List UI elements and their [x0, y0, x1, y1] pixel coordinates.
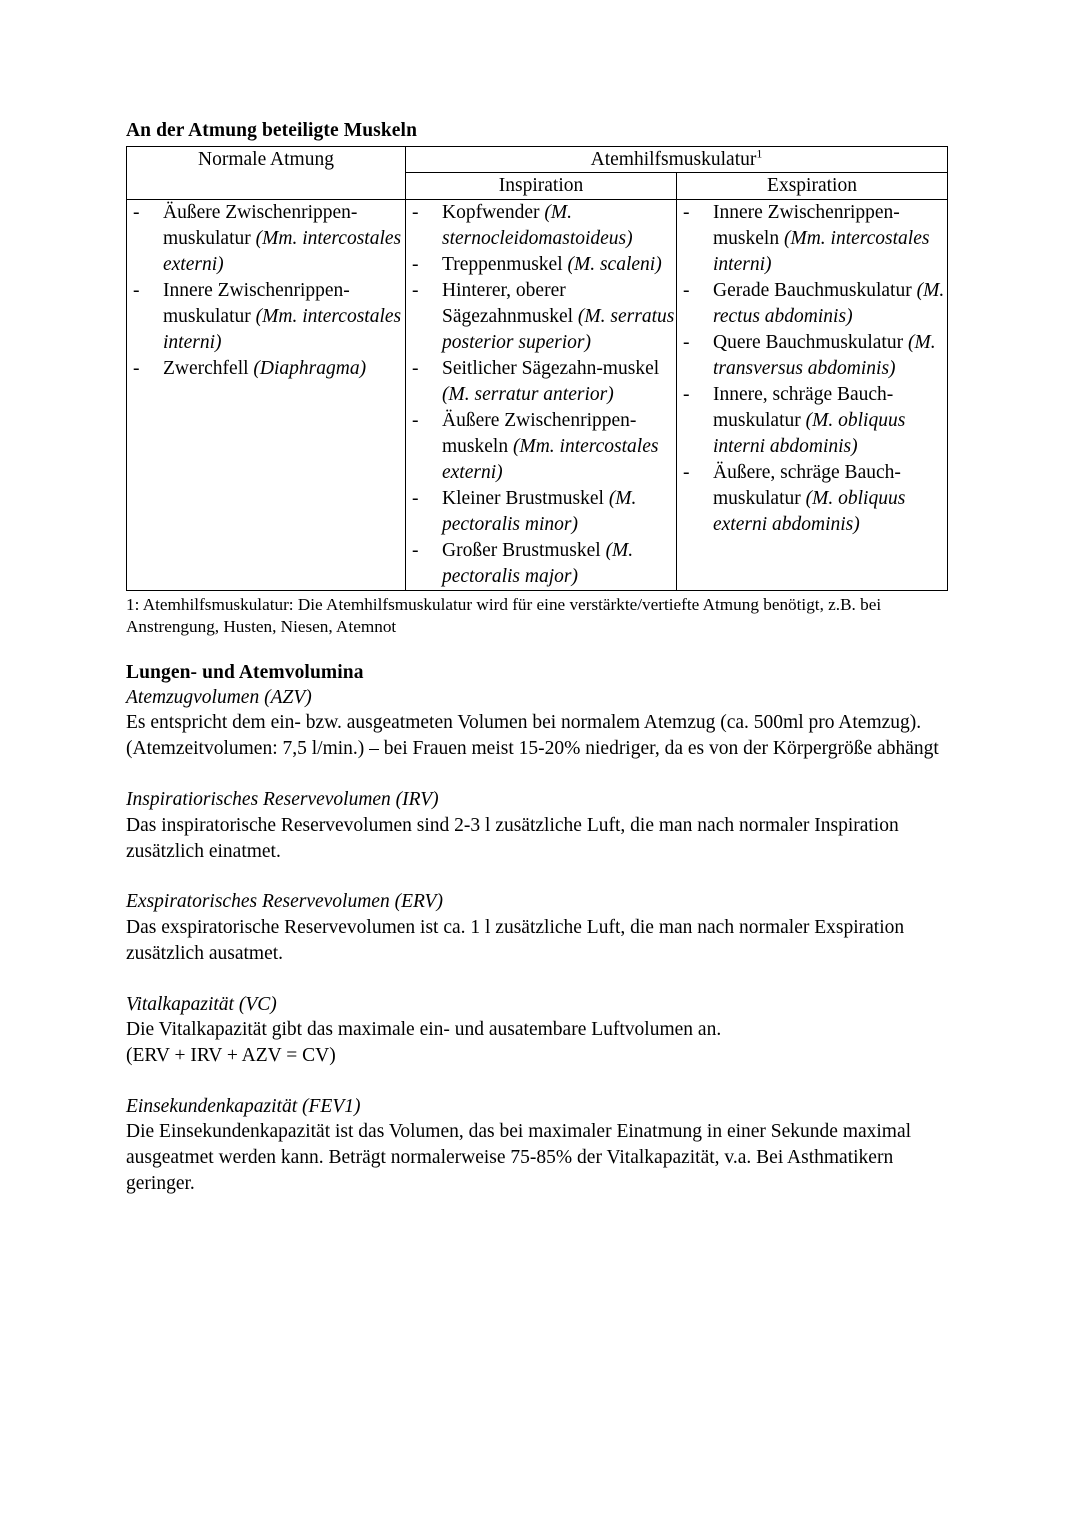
- muscle-name-latin: (M. pectoralis major): [442, 539, 634, 587]
- list-item: [406, 356, 676, 408]
- list-item: [677, 382, 947, 460]
- cell-inspiration: [406, 199, 677, 590]
- muscle-name-german: Innere Zwischenrippen-muskulatur: [163, 279, 350, 327]
- muscle-name-german: Äußere Zwischenrippen-muskulatur: [163, 201, 358, 249]
- muscle-name-latin: (M. pectoralis minor): [442, 487, 637, 535]
- list-item: [127, 200, 405, 278]
- muscle-name-german: Seitlicher Sägezahn-muskel: [442, 357, 660, 379]
- page-title: An der Atmung beteiligte Muskeln: [126, 120, 418, 141]
- volume-entry-body: (ERV + IRV + AZV = CV): [126, 1044, 336, 1066]
- list-item: [406, 252, 676, 278]
- muscle-name-latin: (Mm. intercostales externi): [442, 435, 659, 483]
- paragraph-spacer: [126, 762, 960, 787]
- paragraph-spacer: [126, 864, 960, 889]
- list-item: [127, 356, 405, 382]
- paragraph-spacer: [126, 1069, 960, 1094]
- header-atemhilfsmuskulatur-label: Atemhilfsmuskulatur: [590, 148, 757, 170]
- header-inspiration: Inspiration: [406, 173, 677, 199]
- muscle-name-latin: (M. serratur anterior): [442, 383, 614, 405]
- muscle-name-german: Innere, schräge Bauch-muskulatur: [713, 383, 894, 431]
- list-exspiration: [677, 200, 947, 538]
- volume-entry-body: Das exspiratorische Reservevolumen ist ca. 1 l zusätzliche Luft, die man nach normaler Exspiration zusätzlich ausatmet.: [126, 916, 905, 964]
- muscle-name-german: Äußere, schräge Bauch-muskulatur: [713, 461, 901, 509]
- list-item: [406, 538, 676, 590]
- muscle-name-latin: (M. obliquus interni abdominis): [713, 409, 906, 457]
- volume-entry-title: Vitalkapazität (VC): [126, 993, 277, 1015]
- table-body-row: [127, 199, 948, 590]
- muscle-name-latin: (M. rectus abdominis): [713, 279, 945, 327]
- volume-entry-title: Einsekundenkapazität (FEV1): [126, 1095, 361, 1117]
- list-inspiration: [406, 200, 676, 590]
- volume-entry-body: Das inspiratorische Reservevolumen sind 2-3 l zusätzliche Luft, die man nach normaler Inspiration zusätzlich einatmet.: [126, 814, 899, 862]
- muscle-name-latin: (Mm. intercostales externi): [163, 227, 402, 275]
- muscle-name-german: Äußere Zwischenrippen-muskeln: [442, 409, 637, 457]
- list-item: [677, 278, 947, 330]
- muscle-name-latin: (M. scaleni): [567, 253, 662, 275]
- muscle-name-german: Großer Brustmuskel: [442, 539, 606, 561]
- list-normale-atmung: [127, 200, 405, 382]
- header-normale-atmung: Normale Atmung: [127, 146, 406, 199]
- muscle-name-german: Quere Bauchmuskulatur: [713, 331, 908, 353]
- header-atemhilfsmuskulatur: [406, 146, 948, 172]
- muscle-name-german: Treppenmuskel: [442, 253, 568, 275]
- volume-entry-title: Exspiratorisches Reservevolumen (ERV): [126, 891, 443, 913]
- muscle-name-latin: (M. serratus posterior superior): [442, 305, 675, 353]
- muscle-name-german: Kleiner Brustmuskel: [442, 487, 609, 509]
- list-item: [406, 408, 676, 486]
- volume-entry-body: Es entspricht dem ein- bzw. ausgeatmeten Volumen bei normalem Atemzug (ca. 500ml pro Atemzug).: [126, 712, 922, 734]
- section-title-lungenvolumina: Lungen- und Atemvolumina: [126, 661, 364, 683]
- muscle-name-german: Zwerchfell: [163, 357, 254, 379]
- muscle-name-german: Gerade Bauchmuskulatur: [713, 279, 917, 301]
- volume-entry-body: Die Vitalkapazität gibt das maximale ein- und ausatembare Luftvolumen an.: [126, 1018, 722, 1040]
- volume-entry-body: (Atemzeitvolumen: 7,5 l/min.) – bei Frauen meist 15-20% niedriger, da es von der Körpergröße abhängt: [126, 738, 939, 760]
- volume-entry-body: Die Einsekundenkapazität ist das Volumen, das bei maximaler Einatmung in einer Sekunde maximal ausgeatmet werden kann. Beträgt normalerweise 75-85% der Vitalkapazität, v.a. Bei Asthmatikern geringer.: [126, 1121, 912, 1195]
- spacer: [126, 639, 960, 661]
- table-footnote: 1: Atemhilfsmuskulatur: Die Atemhilfsmuskulatur wird für eine verstärkte/vertiefte Atmung benötigt, z.B. bei Anstrengung, Husten, Niesen, Atemnot: [126, 594, 882, 637]
- cell-exspiration: [677, 199, 948, 590]
- list-item: [406, 486, 676, 538]
- footnote-marker: 1: [756, 146, 763, 161]
- muscle-name-latin: (M. transversus abdominis): [713, 331, 936, 379]
- paragraph-spacer: [126, 967, 960, 992]
- muscle-name-german: Hinterer, oberer Sägezahnmuskel: [442, 279, 578, 327]
- volume-entries: [126, 685, 960, 1197]
- muscle-name-german: Innere Zwischenrippen-muskeln: [713, 201, 900, 249]
- list-item: [406, 278, 676, 356]
- volume-entry-title: Atemzugvolumen (AZV): [126, 687, 312, 709]
- muscle-name-latin: (M. obliquus externi abdominis): [713, 487, 906, 535]
- muscle-name-latin: (Mm. intercostales interni): [163, 305, 402, 353]
- list-item: [127, 278, 405, 356]
- list-item: [677, 200, 947, 278]
- muscle-name-latin: (Mm. intercostales interni): [713, 227, 930, 275]
- header-exspiration: Exspiration: [677, 173, 948, 199]
- muscle-name-latin: (M. sternocleidomastoideus): [442, 201, 633, 249]
- list-item: [677, 460, 947, 538]
- muscle-name-latin: (Diaphragma): [253, 357, 367, 379]
- respiratory-muscles-table: [126, 146, 948, 591]
- cell-normale-atmung: [127, 199, 406, 590]
- list-item: [677, 330, 947, 382]
- muscle-name-german: Kopfwender: [442, 201, 545, 223]
- volume-entry-title: Inspiratiorisches Reservevolumen (IRV): [126, 789, 439, 811]
- list-item: [406, 200, 676, 252]
- table-header-row-1: [127, 146, 948, 172]
